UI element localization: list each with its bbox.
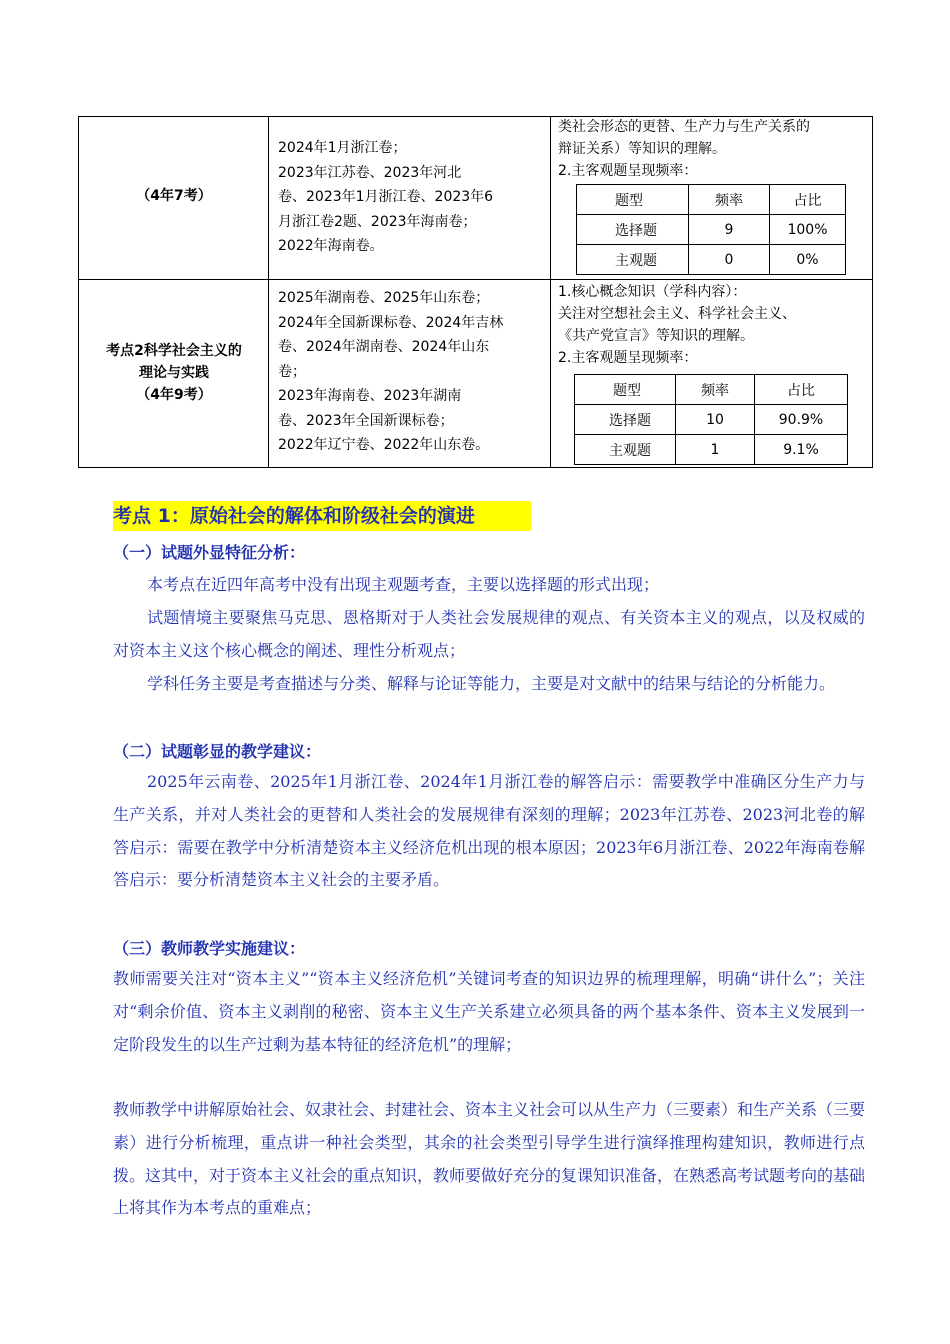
row1-analysis-line: 类社会形态的更替、生产力与生产关系的 (558, 119, 810, 135)
row2-sources (278, 286, 544, 458)
row1-source-line: 2024年1月浙江卷； (278, 140, 407, 156)
freq-cell: 9.1% (755, 435, 848, 465)
table-row (575, 435, 848, 465)
part1-paragraph-1: 本考点在近四年高考中没有出现主观题考查，主要以选择题的形式出现； (147, 575, 660, 594)
freq-cell: 100% (770, 215, 846, 245)
row2-analysis (558, 281, 870, 369)
part3-heading: （三）教师教学实施建议： (113, 939, 306, 958)
freq-cell: 主观题 (575, 435, 676, 465)
row1-sources (278, 136, 544, 259)
row1-label: （4年7考） (136, 188, 212, 204)
part1-paragraph-3: 学科任务主要是考查描述与分类、解释与论证等能力，主要是对文献中的结果与结论的分析能力。 (147, 674, 836, 693)
table-row (575, 375, 848, 405)
part3-paragraph-2: 教师教学中讲解原始社会、奴隶社会、封建社会、资本主义社会可以从生产力（三要素）和生产关系（三要素）进行分析梳理，重点讲一种社会类型，其余的社会类型引导学生进行演绎推理构建知识，教师进行点拨。这其中，对于资本主义社会的重点知识，教师要做好充分的复课知识准备，在熟悉高考试题考向的基础上将其作为本考点的重难点； (113, 1100, 866, 1218)
row2-source-line: 卷、2024年湖南卷、2024年山东 (278, 339, 490, 355)
table-row (575, 405, 848, 435)
section-title: 考点 1：原始社会的解体和阶级社会的演进 (113, 501, 531, 531)
part3-paragraph-1: 教师需要关注对“资本主义”“资本主义经济危机”关键词考查的知识边界的梳理理解，明确“讲什么”；关注对“剩余价值、资本主义剥削的秘密、资本主义生产关系建立必须具备的两个基本条件、资本主义发展到一定阶段发生的以生产过剩为基本特征的经济危机”的理解； (113, 969, 865, 1054)
row1-analysis (558, 116, 870, 182)
freq-header-frequency: 频率 (689, 185, 770, 215)
row2-label (80, 340, 268, 406)
part2-heading: （二）试题彰显的教学建议： (113, 742, 322, 761)
freq-header-ratio: 占比 (755, 375, 848, 405)
freq-cell: 选择题 (575, 405, 676, 435)
part1-paragraph-2: 试题情境主要聚焦马克思、恩格斯对于人类社会发展规律的观点、有关资本主义的观点，以及权威的对资本主义这个核心概念的阐述、理性分析观点； (113, 608, 865, 660)
row1-frequency-table (576, 184, 846, 275)
freq-cell: 1 (676, 435, 755, 465)
row2-source-line: 2024年全国新课标卷、2024年吉林 (278, 314, 504, 331)
row1-analysis-line: 2.主客观题呈现频率： (558, 163, 698, 179)
table-row-divider (78, 279, 873, 280)
table-row (577, 185, 846, 215)
row1-source-line: 卷、2023年1月浙江卷、2023年6 (278, 189, 494, 205)
table-col-divider-1 (268, 116, 269, 468)
row2-analysis-line: 《共产党宣言》等知识的理解。 (558, 328, 754, 344)
freq-cell: 10 (676, 405, 755, 435)
freq-header-type: 题型 (577, 185, 689, 215)
row1-source-line: 月浙江卷2题、2023年海南卷； (278, 213, 477, 230)
row2-source-line: 2025年湖南卷、2025年山东卷； (278, 290, 490, 306)
freq-cell: 0 (689, 245, 770, 275)
freq-cell: 0% (770, 245, 846, 275)
row1-source-line: 2022年海南卷。 (278, 238, 384, 254)
table-row (577, 215, 846, 245)
row2-label-line: 理论与实践 (139, 365, 209, 381)
freq-header-type: 题型 (575, 375, 676, 405)
row2-analysis-line: 关注对空想社会主义、科学社会主义、 (558, 306, 796, 322)
row2-label-line: （4年9考） (136, 387, 212, 403)
row2-source-line: 2022年辽宁卷、2022年山东卷。 (278, 437, 490, 453)
freq-cell: 90.9% (755, 405, 848, 435)
table-col-divider-2 (550, 116, 551, 468)
table-border-bottom (78, 467, 873, 468)
table-row (577, 245, 846, 275)
row2-label-line: 考点2科学社会主义的 (106, 343, 242, 359)
row2-source-line: 卷； (278, 363, 306, 380)
row2-frequency-table (574, 374, 848, 465)
freq-cell: 选择题 (577, 215, 689, 245)
table-border-right (872, 116, 873, 468)
row2-source-line: 卷、2023年全国新课标卷； (278, 412, 454, 429)
part1-heading: （一）试题外显特征分析： (113, 543, 306, 562)
freq-header-frequency: 频率 (676, 375, 755, 405)
table-border-left (78, 116, 79, 468)
row2-analysis-line: 2.主客观题呈现频率： (558, 350, 698, 366)
freq-cell: 主观题 (577, 245, 689, 275)
row2-source-line: 2023年海南卷、2023年湖南 (278, 388, 462, 404)
freq-header-ratio: 占比 (770, 185, 846, 215)
row1-analysis-line: 辩证关系）等知识的理解。 (558, 141, 726, 157)
row1-source-line: 2023年江苏卷、2023年河北 (278, 164, 462, 181)
part2-paragraph-1: 2025年云南卷、2025年1月浙江卷、2024年1月浙江卷的解答启示：需要教学中准确区分生产力与生产关系，并对人类社会的更替和人类社会的发展规律有深刻的理解；2023年江苏卷、2023河北卷的解答启示：需要在教学中分析清楚资本主义经济危机出现的根本原因；2023年6月浙江卷、2022年海南卷解答启示：要分析清楚资本主义社会的主要矛盾。 (113, 772, 865, 890)
freq-cell: 9 (689, 215, 770, 245)
row2-analysis-line: 1.核心概念知识（学科内容）： (558, 284, 747, 300)
